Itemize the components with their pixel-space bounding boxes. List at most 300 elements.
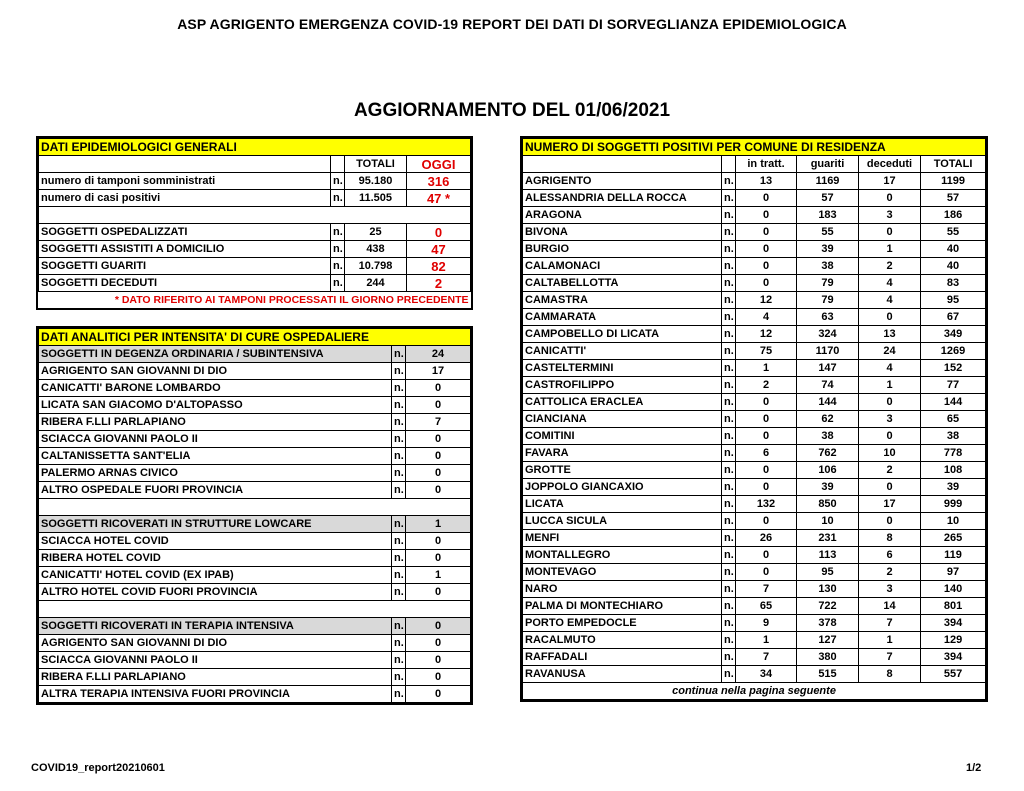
comune-value: 8 — [859, 666, 921, 683]
general-row — [39, 275, 471, 292]
hospital-row — [39, 652, 471, 669]
unit-cell: n. — [722, 411, 736, 428]
hospital-row — [39, 465, 471, 482]
row-value: 0 — [406, 465, 471, 482]
row-label: SCIACCA HOTEL COVID — [39, 533, 392, 550]
comune-value: 57 — [921, 190, 986, 207]
comune-value: 378 — [797, 615, 859, 632]
comune-name: FAVARA — [523, 445, 722, 462]
comune-row — [523, 428, 986, 445]
comune-row — [523, 445, 986, 462]
comune-value: 67 — [921, 309, 986, 326]
row-label: LICATA SAN GIACOMO D'ALTOPASSO — [39, 397, 392, 414]
comune-value: 3 — [859, 207, 921, 224]
row-value: 0 — [406, 669, 471, 686]
comune-value: 0 — [736, 190, 797, 207]
comune-row — [523, 292, 986, 309]
empty-cell — [39, 601, 471, 618]
comune-name: PORTO EMPEDOCLE — [523, 615, 722, 632]
totali-value: 25 — [345, 224, 407, 241]
unit-cell: n. — [722, 649, 736, 666]
comune-name: CAMMARATA — [523, 309, 722, 326]
row-value: 7 — [406, 414, 471, 431]
empty-cell — [331, 156, 345, 173]
comune-value: 850 — [797, 496, 859, 513]
comune-value: 7 — [736, 649, 797, 666]
comune-value: 1 — [859, 377, 921, 394]
comune-value: 2 — [859, 564, 921, 581]
group-label: SOGGETTI IN DEGENZA ORDINARIA / SUBINTENSIVA — [39, 346, 392, 363]
comune-row — [523, 326, 986, 343]
comune-value: 1 — [736, 360, 797, 377]
comune-value: 79 — [797, 275, 859, 292]
row-label: PALERMO ARNAS CIVICO — [39, 465, 392, 482]
row-value: 0 — [406, 635, 471, 652]
oggi-value: 316 — [407, 173, 471, 190]
unit-cell: n. — [331, 224, 345, 241]
general-row — [39, 258, 471, 275]
comune-name: ARAGONA — [523, 207, 722, 224]
comune-row — [523, 224, 986, 241]
unit-cell: n. — [392, 533, 406, 550]
unit-cell: n. — [722, 445, 736, 462]
comune-name: ALESSANDRIA DELLA ROCCA — [523, 190, 722, 207]
comune-row — [523, 309, 986, 326]
comune-value: 10 — [921, 513, 986, 530]
row-label: CANICATTI' BARONE LOMBARDO — [39, 380, 392, 397]
comune-value: 17 — [859, 173, 921, 190]
totali-value: 438 — [345, 241, 407, 258]
hospital-row — [39, 669, 471, 686]
unit-cell: n. — [722, 343, 736, 360]
unit-cell: n. — [392, 465, 406, 482]
unit-cell: n. — [722, 173, 736, 190]
row-label: SCIACCA GIOVANNI PAOLO II — [39, 652, 392, 669]
row-label: CANICATTI' HOTEL COVID (EX IPAB) — [39, 567, 392, 584]
group-label: SOGGETTI RICOVERATI IN STRUTTURE LOWCARE — [39, 516, 392, 533]
comune-value: 3 — [859, 411, 921, 428]
comune-name: CALAMONACI — [523, 258, 722, 275]
row-value: 0 — [406, 686, 471, 703]
comune-row — [523, 275, 986, 292]
general-data-table — [38, 138, 471, 308]
comune-value: 9 — [736, 615, 797, 632]
group-header-row — [39, 346, 471, 363]
comune-row — [523, 258, 986, 275]
comune-name: MENFI — [523, 530, 722, 547]
comune-value: 74 — [797, 377, 859, 394]
comune-value: 0 — [736, 411, 797, 428]
unit-cell: n. — [331, 190, 345, 207]
comune-value: 144 — [921, 394, 986, 411]
unit-cell: n. — [331, 258, 345, 275]
row-label: SOGGETTI DECEDUTI — [39, 275, 331, 292]
unit-cell: n. — [722, 615, 736, 632]
comune-value: 7 — [859, 615, 921, 632]
empty-cell — [722, 156, 736, 173]
comune-value: 722 — [797, 598, 859, 615]
comune-row — [523, 207, 986, 224]
row-label: ALTRO HOTEL COVID FUORI PROVINCIA — [39, 584, 392, 601]
unit-cell: n. — [722, 496, 736, 513]
comune-value: 0 — [859, 428, 921, 445]
general-row — [39, 224, 471, 241]
row-value: 1 — [406, 567, 471, 584]
comune-name: BIVONA — [523, 224, 722, 241]
comune-value: 55 — [797, 224, 859, 241]
row-value: 0 — [406, 550, 471, 567]
unit-cell: n. — [392, 363, 406, 380]
comune-row — [523, 241, 986, 258]
comune-value: 7 — [859, 649, 921, 666]
empty-cell — [39, 156, 331, 173]
hospital-title-row — [39, 329, 471, 346]
row-label: AGRIGENTO SAN GIOVANNI DI DIO — [39, 363, 392, 380]
hospital-row — [39, 533, 471, 550]
comune-value: 4 — [736, 309, 797, 326]
comune-name: CANICATTI' — [523, 343, 722, 360]
comune-row — [523, 564, 986, 581]
footnote: * DATO RIFERITO AI TAMPONI PROCESSATI IL GIORNO PRECEDENTE — [39, 292, 471, 309]
comuni-title: NUMERO DI SOGGETTI POSITIVI PER COMUNE DI RESIDENZA — [523, 139, 986, 156]
group-header-row — [39, 618, 471, 635]
unit-cell: n. — [722, 564, 736, 581]
comune-name: CALTABELLOTTA — [523, 275, 722, 292]
comune-name: NARO — [523, 581, 722, 598]
comuni-title-row — [523, 139, 986, 156]
unit-cell: n. — [392, 397, 406, 414]
comune-value: 34 — [736, 666, 797, 683]
row-label: ALTRA TERAPIA INTENSIVA FUORI PROVINCIA — [39, 686, 392, 703]
comune-value: 140 — [921, 581, 986, 598]
comune-value: 0 — [736, 462, 797, 479]
comune-value: 26 — [736, 530, 797, 547]
empty-cell — [39, 499, 471, 516]
comune-value: 0 — [736, 394, 797, 411]
comune-value: 24 — [859, 343, 921, 360]
unit-cell: n. — [722, 292, 736, 309]
comune-value: 6 — [859, 547, 921, 564]
unit-cell: n. — [331, 241, 345, 258]
column-header: TOTALI — [921, 156, 986, 173]
comune-value: 394 — [921, 615, 986, 632]
comune-value: 183 — [797, 207, 859, 224]
comune-value: 57 — [797, 190, 859, 207]
comune-value: 1 — [859, 632, 921, 649]
comune-value: 10 — [797, 513, 859, 530]
row-value: 0 — [406, 584, 471, 601]
row-label: SCIACCA GIOVANNI PAOLO II — [39, 431, 392, 448]
general-header-row — [39, 156, 471, 173]
comune-name: MONTALLEGRO — [523, 547, 722, 564]
unit-cell: n. — [722, 632, 736, 649]
totali-value: 10.798 — [345, 258, 407, 275]
comune-value: 55 — [921, 224, 986, 241]
comune-value: 7 — [736, 581, 797, 598]
comune-value: 106 — [797, 462, 859, 479]
unit-cell: n. — [722, 224, 736, 241]
totali-value: 244 — [345, 275, 407, 292]
row-label: AGRIGENTO SAN GIOVANNI DI DIO — [39, 635, 392, 652]
general-row — [39, 173, 471, 190]
totali-value: 95.180 — [345, 173, 407, 190]
unit-cell: n. — [722, 309, 736, 326]
unit-cell: n. — [392, 669, 406, 686]
comune-row — [523, 496, 986, 513]
empty-cell — [523, 156, 722, 173]
comune-value: 0 — [859, 513, 921, 530]
oggi-value: 47 * — [407, 190, 471, 207]
comune-value: 0 — [736, 513, 797, 530]
unit-cell: n. — [392, 652, 406, 669]
unit-cell: n. — [392, 516, 406, 533]
comune-row — [523, 581, 986, 598]
row-value: 0 — [406, 397, 471, 414]
comune-value: 119 — [921, 547, 986, 564]
comune-name: CAMASTRA — [523, 292, 722, 309]
oggi-value: 0 — [407, 224, 471, 241]
comune-value: 144 — [797, 394, 859, 411]
comune-value: 130 — [797, 581, 859, 598]
comune-value: 79 — [797, 292, 859, 309]
comune-name: CATTOLICA ERACLEA — [523, 394, 722, 411]
unit-cell: n. — [722, 547, 736, 564]
unit-cell: n. — [392, 380, 406, 397]
spacer-row — [39, 499, 471, 516]
comune-name: CAMPOBELLO DI LICATA — [523, 326, 722, 343]
comune-value: 0 — [736, 224, 797, 241]
comune-value: 38 — [797, 428, 859, 445]
general-title: DATI EPIDEMIOLOGICI GENERALI — [39, 139, 471, 156]
hospital-row — [39, 686, 471, 703]
comune-value: 0 — [736, 258, 797, 275]
comune-value: 39 — [797, 479, 859, 496]
group-value: 1 — [406, 516, 471, 533]
comune-row — [523, 530, 986, 547]
comune-row — [523, 190, 986, 207]
row-label: SOGGETTI GUARITI — [39, 258, 331, 275]
comune-value: 108 — [921, 462, 986, 479]
comune-value: 1170 — [797, 343, 859, 360]
comune-value: 0 — [736, 241, 797, 258]
comune-value: 147 — [797, 360, 859, 377]
comune-name: LICATA — [523, 496, 722, 513]
row-value: 0 — [406, 380, 471, 397]
unit-cell: n. — [722, 394, 736, 411]
unit-cell: n. — [331, 275, 345, 292]
unit-cell: n. — [392, 567, 406, 584]
empty-cell — [39, 207, 471, 224]
comune-value: 0 — [736, 428, 797, 445]
comune-value: 0 — [859, 224, 921, 241]
hospital-row — [39, 567, 471, 584]
comune-value: 0 — [736, 547, 797, 564]
comune-value: 75 — [736, 343, 797, 360]
comune-value: 62 — [797, 411, 859, 428]
hospital-row — [39, 363, 471, 380]
comune-name: CASTELTERMINI — [523, 360, 722, 377]
comune-value: 4 — [859, 275, 921, 292]
hospital-title: DATI ANALITICI PER INTENSITA' DI CURE OSPEDALIERE — [39, 329, 471, 346]
unit-cell: n. — [722, 581, 736, 598]
comune-value: 557 — [921, 666, 986, 683]
comune-value: 999 — [921, 496, 986, 513]
unit-cell: n. — [722, 258, 736, 275]
comune-value: 4 — [859, 360, 921, 377]
group-value: 24 — [406, 346, 471, 363]
comune-value: 63 — [797, 309, 859, 326]
hospital-row — [39, 482, 471, 499]
continue-note: continua nella pagina seguente — [523, 683, 986, 700]
unit-cell: n. — [392, 618, 406, 635]
hospital-data-table — [38, 328, 471, 703]
hospital-row — [39, 635, 471, 652]
comune-row — [523, 615, 986, 632]
footer-filename: COVID19_report20210601 — [31, 762, 165, 774]
unit-cell: n. — [722, 207, 736, 224]
comune-name: CASTROFILIPPO — [523, 377, 722, 394]
row-value: 0 — [406, 482, 471, 499]
unit-cell: n. — [722, 479, 736, 496]
comune-value: 129 — [921, 632, 986, 649]
unit-cell: n. — [392, 448, 406, 465]
column-header: deceduti — [859, 156, 921, 173]
group-value: 0 — [406, 618, 471, 635]
comune-value: 40 — [921, 241, 986, 258]
comune-name: RAFFADALI — [523, 649, 722, 666]
comune-value: 77 — [921, 377, 986, 394]
oggi-value: 82 — [407, 258, 471, 275]
comune-name: PALMA DI MONTECHIARO — [523, 598, 722, 615]
unit-cell: n. — [722, 360, 736, 377]
row-value: 0 — [406, 448, 471, 465]
comune-value: 113 — [797, 547, 859, 564]
unit-cell: n. — [392, 431, 406, 448]
comune-value: 95 — [797, 564, 859, 581]
unit-cell: n. — [722, 598, 736, 615]
comune-value: 1169 — [797, 173, 859, 190]
comune-name: BURGIO — [523, 241, 722, 258]
comune-value: 40 — [921, 258, 986, 275]
comuni-table — [522, 138, 986, 700]
unit-cell: n. — [722, 530, 736, 547]
comune-value: 0 — [736, 479, 797, 496]
comune-name: MONTEVAGO — [523, 564, 722, 581]
row-label: RIBERA F.LLI PARLAPIANO — [39, 669, 392, 686]
unit-cell: n. — [722, 275, 736, 292]
comune-value: 349 — [921, 326, 986, 343]
comune-row — [523, 411, 986, 428]
comune-value: 39 — [797, 241, 859, 258]
update-date: AGGIORNAMENTO DEL 01/06/2021 — [353, 100, 671, 121]
comune-value: 0 — [859, 394, 921, 411]
row-value: 17 — [406, 363, 471, 380]
row-label: SOGGETTI OSPEDALIZZATI — [39, 224, 331, 241]
comune-row — [523, 649, 986, 666]
row-value: 0 — [406, 431, 471, 448]
row-label: numero di casi positivi — [39, 190, 331, 207]
unit-cell: n. — [392, 584, 406, 601]
hospital-row — [39, 584, 471, 601]
comune-row — [523, 666, 986, 683]
comune-value: 8 — [859, 530, 921, 547]
comune-value: 2 — [859, 462, 921, 479]
row-label: ALTRO OSPEDALE FUORI PROVINCIA — [39, 482, 392, 499]
unit-cell: n. — [392, 686, 406, 703]
comune-value: 0 — [859, 309, 921, 326]
general-row — [39, 241, 471, 258]
report-title: ASP AGRIGENTO EMERGENZA COVID-19 REPORT DEI DATI DI SORVEGLIANZA EPIDEMIOLOGICA — [177, 16, 847, 32]
totali-value: 11.505 — [345, 190, 407, 207]
oggi-value: 2 — [407, 275, 471, 292]
hospital-row — [39, 448, 471, 465]
comune-name: GROTTE — [523, 462, 722, 479]
comune-value: 127 — [797, 632, 859, 649]
comune-value: 95 — [921, 292, 986, 309]
row-label: SOGGETTI ASSISTITI A DOMICILIO — [39, 241, 331, 258]
comune-value: 394 — [921, 649, 986, 666]
row-label: RIBERA F.LLI PARLAPIANO — [39, 414, 392, 431]
hospital-row — [39, 431, 471, 448]
row-label: CALTANISSETTA SANT'ELIA — [39, 448, 392, 465]
spacer-row — [39, 207, 471, 224]
comune-row — [523, 394, 986, 411]
comune-value: 324 — [797, 326, 859, 343]
hospital-row — [39, 397, 471, 414]
unit-cell: n. — [392, 482, 406, 499]
comune-value: 65 — [736, 598, 797, 615]
comune-value: 0 — [736, 275, 797, 292]
general-row — [39, 190, 471, 207]
comune-value: 0 — [859, 190, 921, 207]
row-value: 0 — [406, 533, 471, 550]
comune-value: 12 — [736, 292, 797, 309]
row-label: RIBERA HOTEL COVID — [39, 550, 392, 567]
group-label: SOGGETTI RICOVERATI IN TERAPIA INTENSIVA — [39, 618, 392, 635]
comune-value: 38 — [797, 258, 859, 275]
unit-cell: n. — [722, 241, 736, 258]
comune-name: LUCCA SICULA — [523, 513, 722, 530]
footer-page-number: 1/2 — [966, 762, 982, 774]
continue-row — [523, 683, 986, 700]
unit-cell: n. — [722, 513, 736, 530]
comune-value: 778 — [921, 445, 986, 462]
column-header: guariti — [797, 156, 859, 173]
hospital-row — [39, 550, 471, 567]
unit-cell: n. — [392, 635, 406, 652]
comune-value: 38 — [921, 428, 986, 445]
comune-value: 1 — [859, 241, 921, 258]
comune-value: 2 — [859, 258, 921, 275]
hospital-row — [39, 414, 471, 431]
comune-value: 380 — [797, 649, 859, 666]
comune-value: 13 — [736, 173, 797, 190]
comune-value: 0 — [859, 479, 921, 496]
comune-value: 17 — [859, 496, 921, 513]
unit-cell: n. — [722, 428, 736, 445]
col-oggi: OGGI — [407, 156, 471, 173]
row-value: 0 — [406, 652, 471, 669]
column-header: in tratt. — [736, 156, 797, 173]
comune-value: 4 — [859, 292, 921, 309]
comune-value: 186 — [921, 207, 986, 224]
comune-value: 132 — [736, 496, 797, 513]
note-row — [39, 292, 471, 309]
comune-row — [523, 479, 986, 496]
comune-row — [523, 462, 986, 479]
comune-value: 10 — [859, 445, 921, 462]
comune-row — [523, 343, 986, 360]
